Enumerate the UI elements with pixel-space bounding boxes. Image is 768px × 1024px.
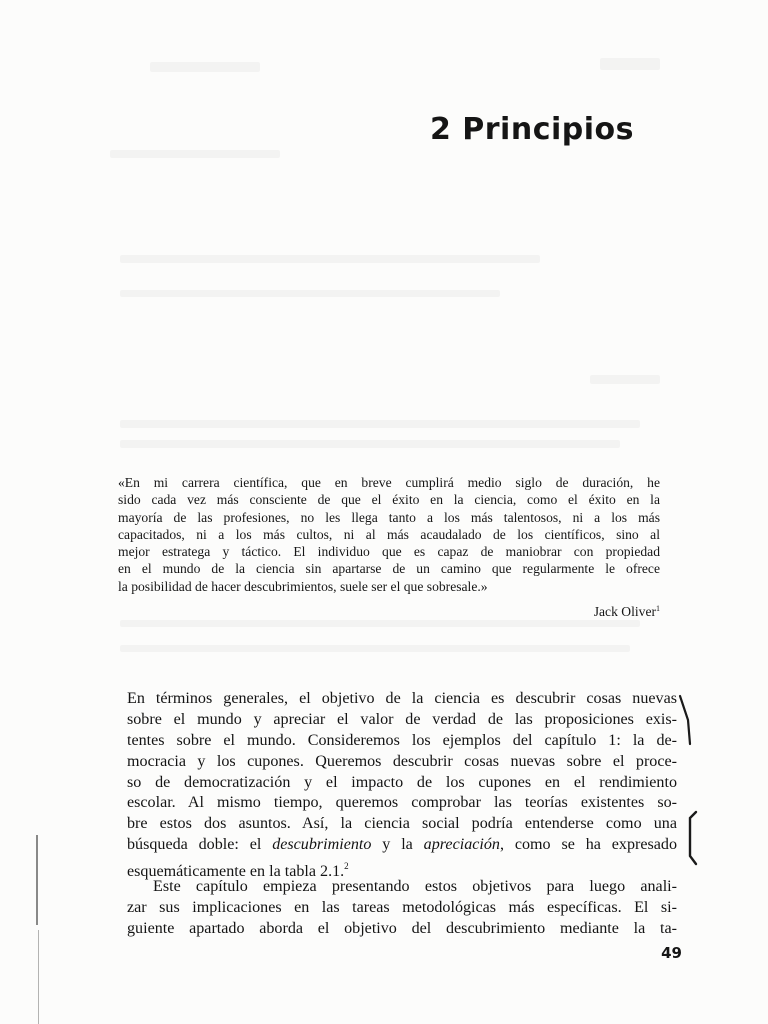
- author-name: Jack Oliver: [593, 604, 656, 619]
- epigraph-quote: [118, 474, 660, 595]
- bleed-through-artifact: [120, 440, 620, 448]
- bleed-through-artifact: [150, 62, 260, 72]
- epigraph-line: la posibilidad de hacer descubrimientos, suele ser el que sobresale.»: [118, 578, 488, 594]
- paragraph-line: so de democratización y el impacto de los cupones en el rendimiento: [127, 773, 677, 791]
- paragraph-line: tentes sobre el mundo. Consideremos los ejemplos del capítulo 1: la de-: [127, 731, 677, 749]
- paragraph-line: [127, 856, 677, 881]
- bleed-through-artifact: [120, 420, 640, 428]
- body-text: [127, 689, 677, 940]
- paragraph-line: mocracia y los cupones. Queremos descubrir cosas nuevas sobre el proce-: [127, 752, 677, 770]
- bleed-through-artifact: [120, 255, 540, 263]
- epigraph-line: sido cada vez más consciente de que el éxito en la ciencia, como el éxito en la: [118, 492, 660, 508]
- emphasis-text: descubrimiento: [272, 836, 372, 854]
- text-run: búsqueda doble: el: [127, 836, 273, 854]
- epigraph-line: «En mi carrera científica, que en breve cumplirá medio siglo de duración, he: [118, 475, 660, 490]
- paragraph-line: guiente apartado aborda el objetivo del descubrimiento mediante la ta-: [127, 919, 677, 937]
- footnote-ref: 2: [344, 861, 349, 872]
- epigraph-line: mejor estratega y táctico. El individuo que es capaz de maniobrar con propiedad: [118, 544, 660, 560]
- footnote-ref: 1: [656, 604, 660, 613]
- chapter-title: 2 Principios: [429, 112, 634, 148]
- paragraph-line: zar sus implicaciones en las tareas metodológicas más específicas. El si-: [127, 898, 677, 916]
- bleed-through-artifact: [120, 620, 640, 627]
- bleed-through-artifact: [600, 58, 660, 70]
- paragraph-line: Este capítulo empieza presentando estos objetivos para luego anali-: [153, 878, 677, 896]
- epigraph-author: [594, 604, 660, 620]
- bleed-through-artifact: [110, 150, 280, 158]
- margin-bracket-mark: [676, 690, 696, 750]
- paragraph-line: escolar. Al mismo tiempo, queremos comprobar las teorías existentes so-: [127, 794, 677, 812]
- margin-bracket-mark: [684, 808, 702, 868]
- scan-edge-mark: [36, 835, 38, 925]
- epigraph-line: mayoría de las profesiones, no les llega tanto a los más talentosos, ni a los más: [118, 509, 660, 525]
- epigraph-line: en el mundo de la ciencia sin apartarse de un camino que regularmente le ofrece: [118, 561, 660, 577]
- epigraph-line: capacitados, ni a los más cultos, ni al más acaudalado de los científicos, sino al: [118, 526, 660, 542]
- scan-edge-mark: [38, 930, 39, 1024]
- text-run: , como se ha expresado: [499, 836, 677, 854]
- paragraph-line: En términos generales, el objetivo de la ciencia es descubrir cosas nuevas: [127, 690, 677, 707]
- paragraph-line: [127, 835, 677, 856]
- text-run: esquemáticamente en la tabla 2.1.: [127, 863, 345, 881]
- page-number: 49: [661, 944, 682, 962]
- paragraph-line: sobre el mundo y apreciar el valor de verdad de las proposiciones exis-: [127, 710, 677, 728]
- emphasis-text: apreciación: [423, 836, 500, 854]
- paragraph-line: bre estos dos asuntos. Así, la ciencia social podría entenderse como una: [127, 815, 677, 833]
- text-run: y la: [371, 836, 424, 854]
- bleed-through-artifact: [120, 645, 630, 652]
- bleed-through-artifact: [590, 375, 660, 384]
- bleed-through-artifact: [120, 290, 500, 297]
